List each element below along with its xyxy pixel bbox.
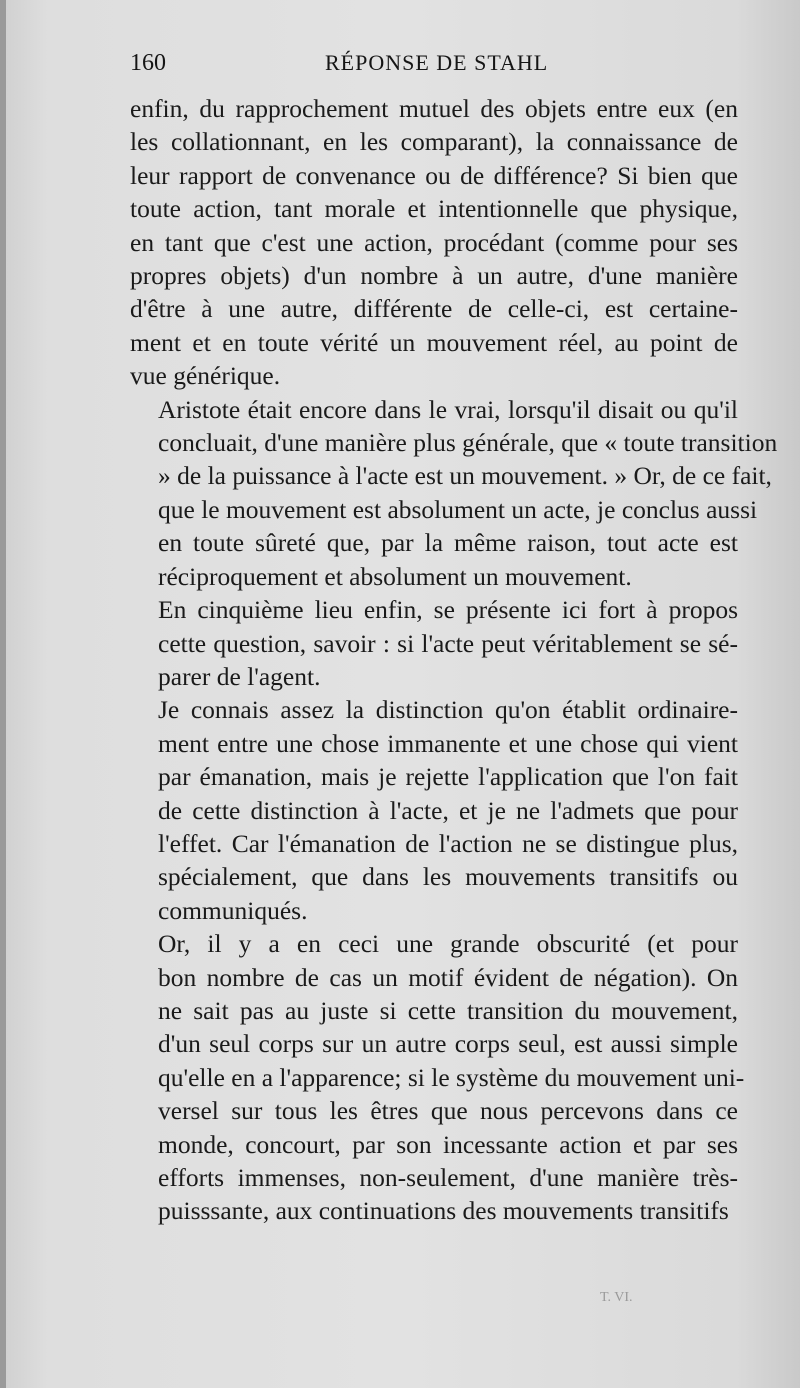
text-line: par émanation, mais je rejette l'application que l'on fait [158,762,738,792]
body-text [130,92,778,1228]
text-line: l'effet. Car l'émanation de l'action ne se distingue plus, [158,828,738,858]
page-header [130,50,740,80]
text-line: Or, il y a en ceci une grande obscurité (et pour [158,929,738,959]
text-line: que le mouvement est absolument un acte, je conclus aussi [158,494,758,524]
text-line: réciproquement et absolument un mouvement. [158,561,632,591]
text-line: leur rapport de convenance ou de différence? Si bien que [130,160,738,190]
text-line: parer de l'agent. [158,661,321,691]
text-line: en tant que c'est une action, procédant (comme pour ses [130,227,738,257]
text-line: » de la puissance à l'acte est un mouvement. » Or, de ce fait, [158,461,772,491]
text-line: versel sur tous les êtres que nous percevons dans ce [158,1096,738,1126]
text-line: de cette distinction à l'acte, et je ne l'admets que pour [158,795,738,825]
paragraph [130,393,778,593]
text-line: bon nombre de cas un motif évident de négation). On [158,962,738,992]
signature-mark: T. VI. [600,1290,633,1305]
text-line: les collationnant, en les comparant), la connaissance de [130,127,738,157]
paragraph [130,593,738,693]
text-line: d'un seul corps sur un autre corps seul, est aussi simple [158,1029,738,1059]
text-line: ment et en toute vérité un mouvement réel, au point de [130,327,738,357]
text-line: En cinquième lieu enfin, se présente ici fort à propos [158,595,738,625]
text-line: Aristote était encore dans le vrai, lorsqu'il disait ou qu'il [158,394,738,424]
page-number: 160 [130,50,166,76]
text-line: Je connais assez la distinction qu'on établit ordinaire- [158,695,738,725]
text-line: en toute sûreté que, par la même raison, tout acte est [158,528,738,558]
text-line: propres objets) d'un nombre à un autre, d'une manière [130,261,738,291]
paragraph [130,927,745,1228]
paragraph [130,92,738,393]
text-line: concluait, d'une manière plus générale, que « toute transition [158,428,778,458]
page-edge [0,0,6,1388]
running-head: RÉPONSE DE STAHL [325,50,549,75]
text-line: efforts immenses, non-seulement, d'une manière très- [158,1163,738,1192]
text-line: qu'elle en a l'apparence; si le système du mouvement uni- [158,1062,745,1092]
text-line: ne sait pas au juste si cette transition du mouvement, [158,995,738,1025]
text-line: enfin, du rapprochement mutuel des objets entre eux (en [130,94,738,123]
text-line: cette question, savoir : si l'acte peut véritablement se sé- [158,628,738,658]
text-line: d'être à une autre, différente de celle-ci, est certaine- [130,294,738,324]
text-line: spécialement, que dans les mouvements transitifs ou [158,862,738,892]
text-line: toute action, tant morale et intentionnelle que physique, [130,194,738,224]
text-line: puisssante, aux continuations des mouvements transitifs [158,1196,729,1226]
text-line: vue générique. [130,361,281,391]
text-line: communiqués. [158,895,308,925]
text-line: monde, concourt, par son incessante action et par ses [158,1129,738,1159]
paragraph [130,693,738,927]
text-line: ment entre une chose immanente et une chose qui vient [158,728,738,758]
